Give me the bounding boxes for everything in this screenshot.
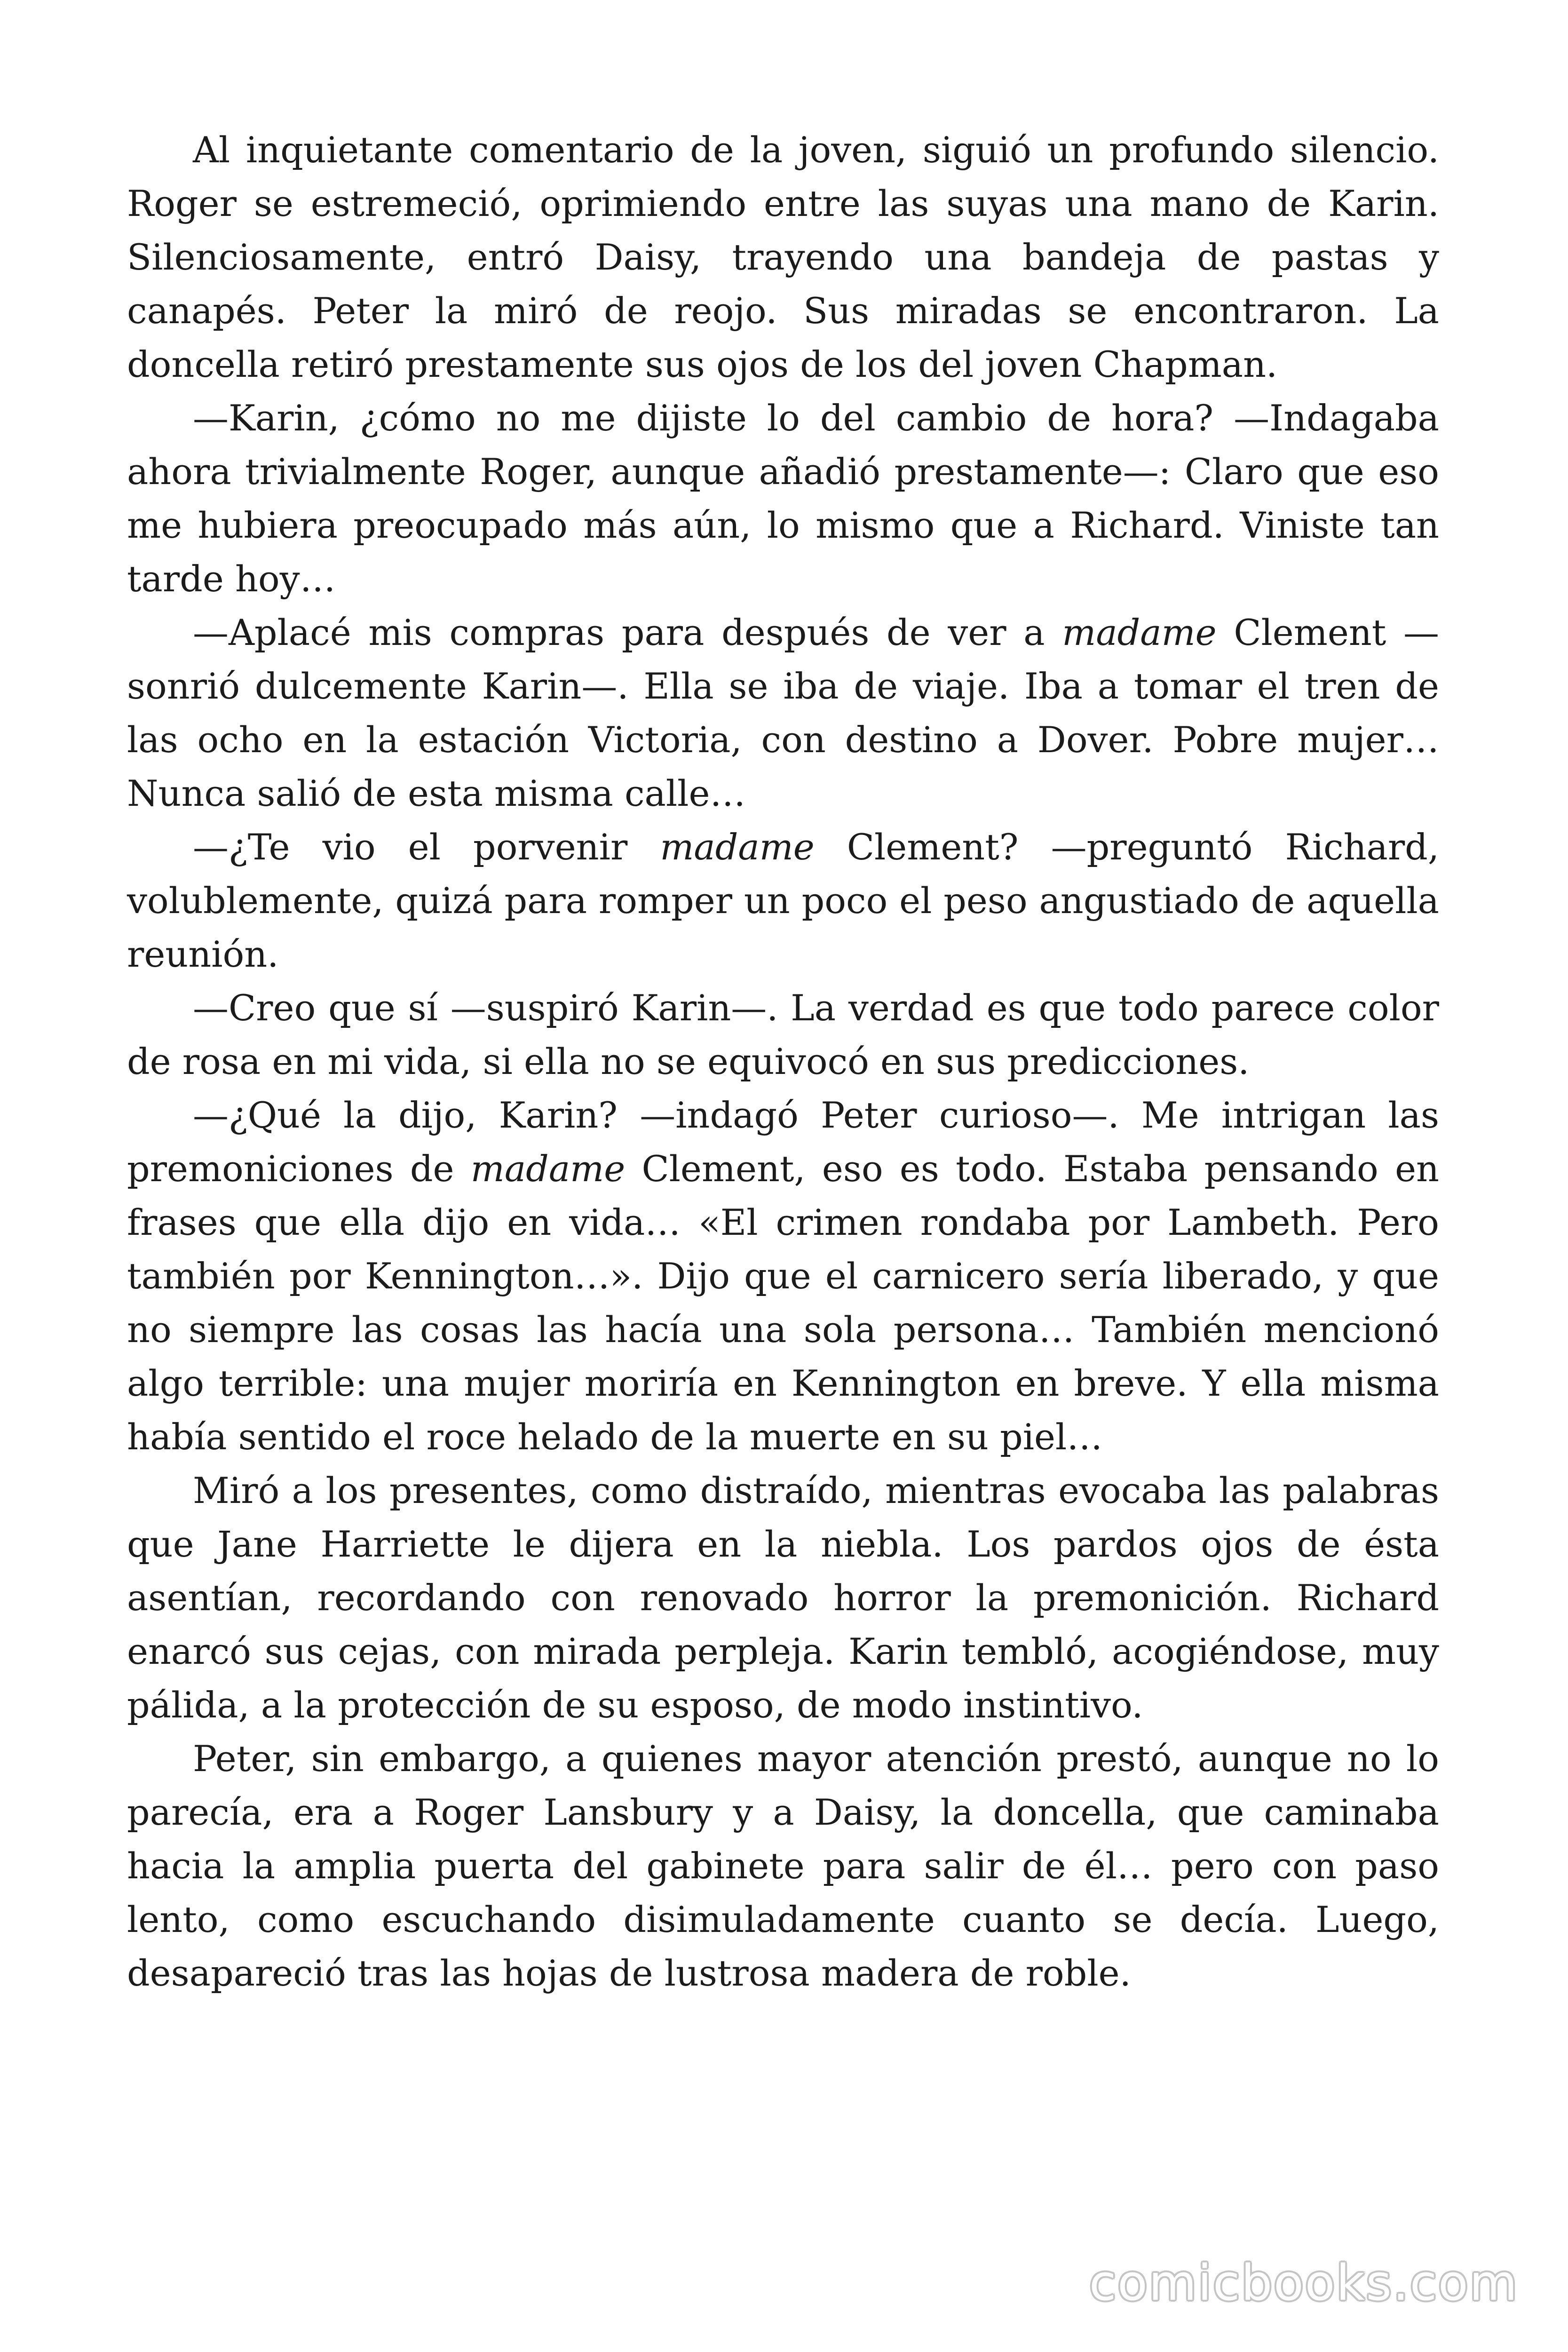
paragraph bbox=[127, 606, 1439, 820]
paragraph bbox=[127, 391, 1439, 606]
page-body-text bbox=[127, 123, 1439, 2000]
italic-text: madame bbox=[660, 826, 815, 868]
paragraph bbox=[127, 123, 1439, 391]
text-run: —Creo que sí —suspiró Karin—. La verdad es que todo parece color de rosa en mi vida, si ella no se equivocó en sus predicciones. bbox=[127, 987, 1439, 1082]
text-run: —Karin, ¿cómo no me dijiste lo del cambio de hora? —Indagaba ahora trivialmente Roger, aunque añadió prestamente—: Claro que eso me hubiera preocupado más aún, lo mismo que a Richard. Viniste tan tarde hoy… bbox=[127, 397, 1439, 600]
text-run: Clement? —preguntó Richard, volublemente, quizá para romper un poco el peso angustiado de aquella reunión. bbox=[127, 826, 1439, 975]
text-run: —¿Te vio el porvenir bbox=[193, 826, 660, 868]
text-run: Clement, eso es todo. Estaba pensando en frases que ella dijo en vida… «El crimen rondaba por Lambeth. Pero también por Kennington…». Dijo que el carnicero sería liberado, y que no siempre las cosas las hacía una sola persona… También mencionó algo terrible: una mujer moriría en Kennington en breve. Y ella misma había sentido el roce helado de la muerte en su piel… bbox=[127, 1148, 1440, 1458]
text-run: Al inquietante comentario de la joven, siguió un profundo silencio. Roger se estremeció, oprimiendo entre las suyas una mano de Karin. Silenciosamente, entró Daisy, trayendo una bandeja de pastas y canapés. Peter la miró de reojo. Sus miradas se encontraron. La doncella retiró prestamente sus ojos de los del joven Chapman. bbox=[127, 129, 1439, 385]
paragraph bbox=[127, 1732, 1439, 2000]
paragraph bbox=[127, 981, 1439, 1089]
italic-text: madame bbox=[470, 1148, 626, 1190]
text-run: —¿Qué la dijo, Karin? —indagó Peter curioso—. Me intrigan las premoniciones de bbox=[127, 1094, 1439, 1190]
text-run: —Aplacé mis compras para después de ver a bbox=[193, 612, 1062, 653]
text-run: Miró a los presentes, como distraído, mientras evocaba las palabras que Jane Harriette le dijera en la niebla. Los pardos ojos de ésta asentían, recordando con renovado horror la premonición. Richard enarcó sus cejas, con mirada perpleja. Karin tembló, acogiéndose, muy pálida, a la protección de su esposo, de modo instintivo. bbox=[127, 1470, 1439, 1726]
paragraph bbox=[127, 1464, 1439, 1732]
italic-text: madame bbox=[1062, 612, 1217, 653]
text-run: Clement —sonrió dulcemente Karin—. Ella se iba de viaje. Iba a tomar el tren de las ocho en la estación Victoria, con destino a Dover. Pobre mujer… Nunca salió de esta misma calle… bbox=[127, 612, 1440, 814]
paragraph bbox=[127, 820, 1439, 981]
paragraph bbox=[127, 1089, 1439, 1464]
text-run: Peter, sin embargo, a quienes mayor atención prestó, aunque no lo parecía, era a Roger Lansbury y a Daisy, la doncella, que caminaba hacia la amplia puerta del gabinete para salir de él… pero con paso lento, como escuchando disimuladamente cuanto se decía. Luego, desapareció tras las hojas de lustrosa madera de roble. bbox=[127, 1738, 1439, 1994]
watermark: comicbooks.com bbox=[1089, 2254, 1519, 2312]
